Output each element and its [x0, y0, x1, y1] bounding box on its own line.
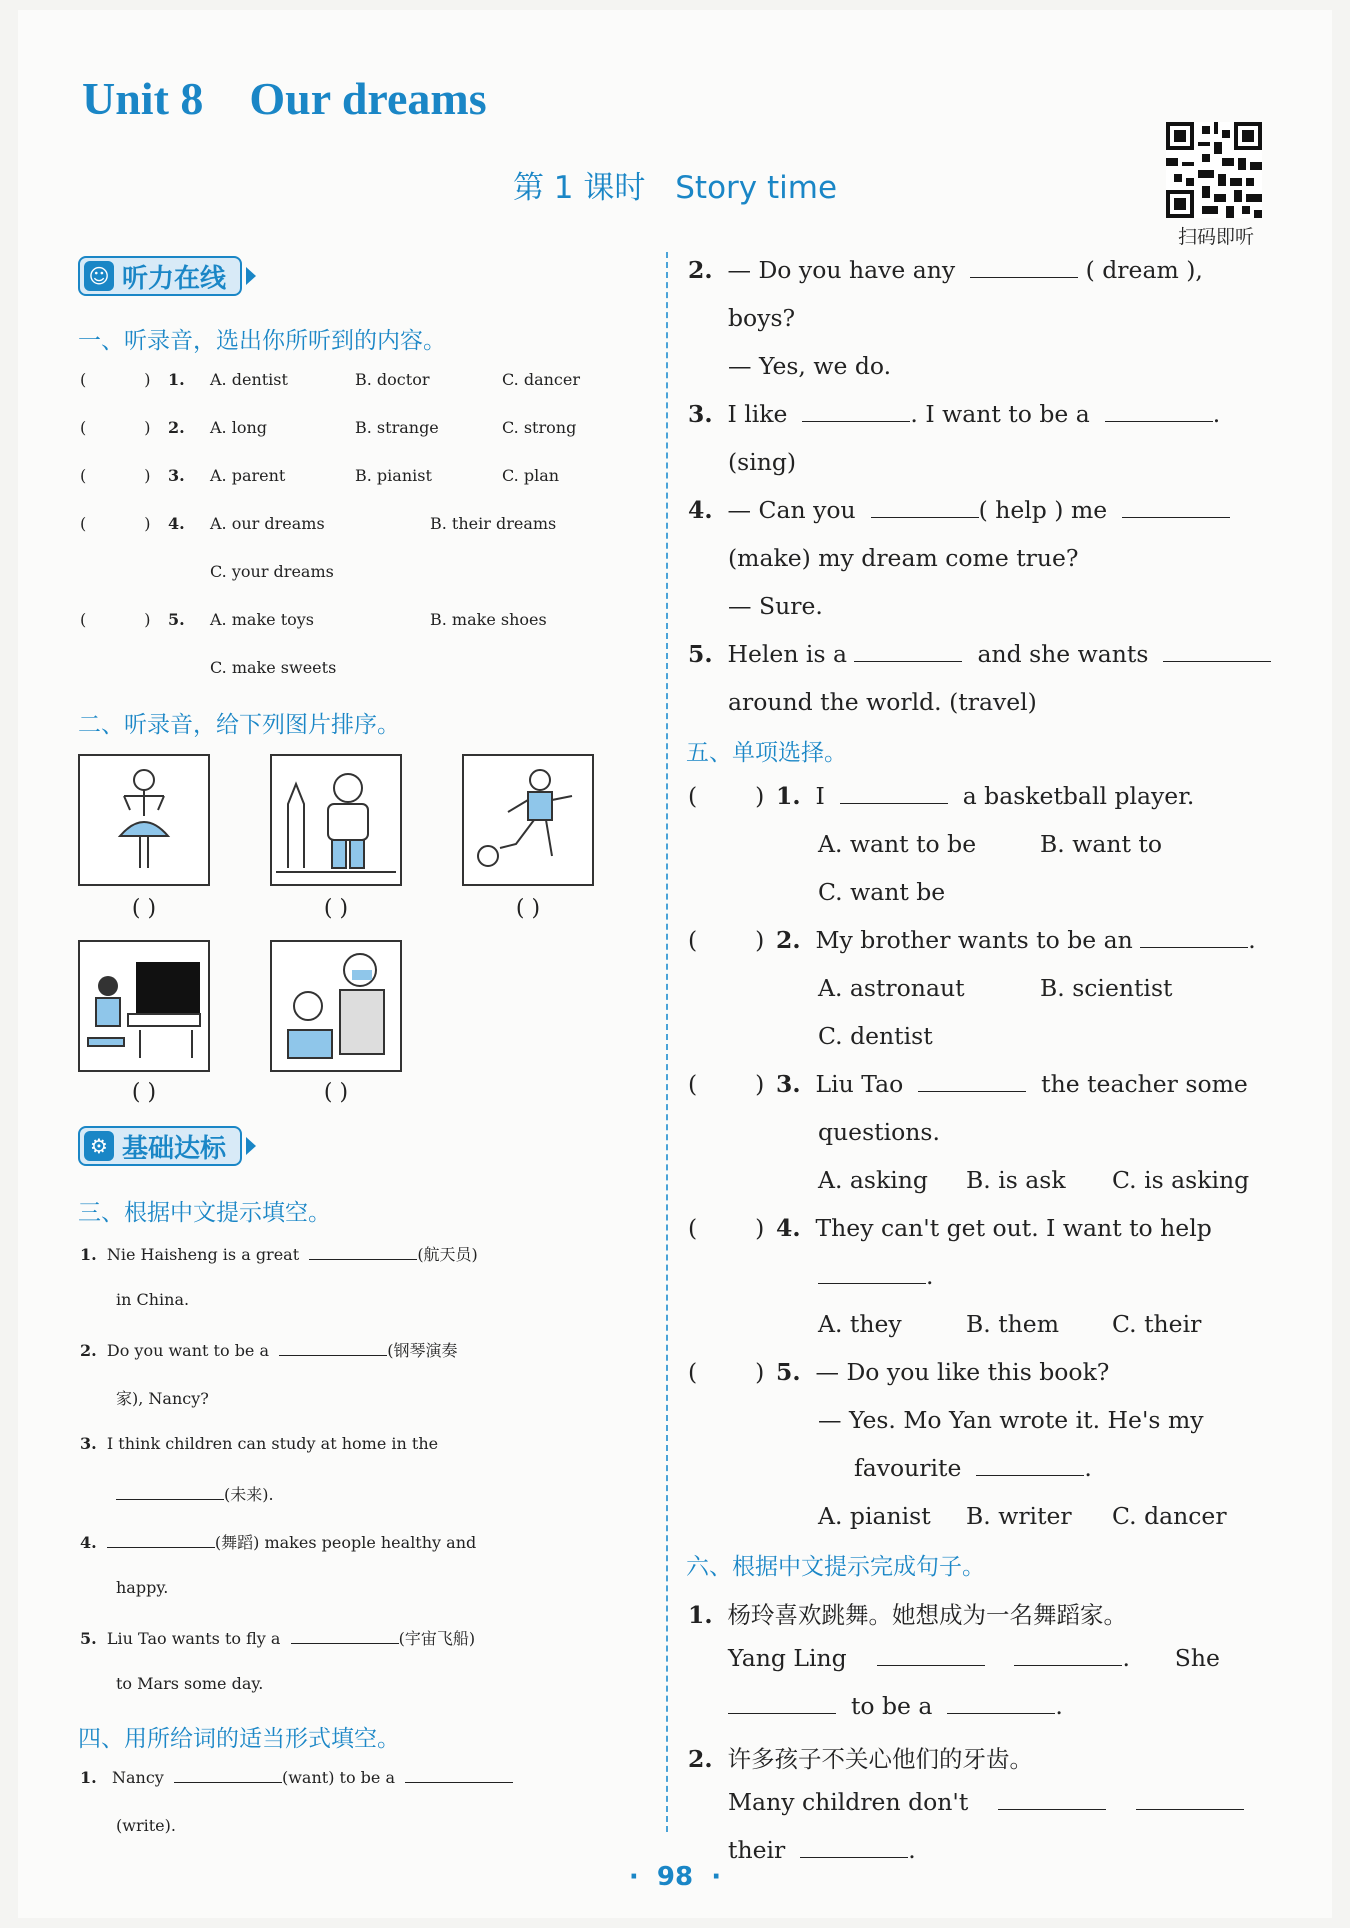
option: C. dancer: [1112, 1502, 1227, 1530]
list-item: ( ) 5.: [80, 610, 185, 629]
answer-blank[interactable]: [871, 516, 979, 518]
list-item: 1. 杨玲喜欢跳舞。她想成为一名舞蹈家。: [688, 1601, 1127, 1629]
list-item: ( ) 3.: [80, 466, 185, 485]
page-number: · 98 ·: [628, 1862, 722, 1892]
option: B. want to: [1040, 830, 1162, 858]
section-2-title: 二、听录音，给下列图片排序。: [78, 712, 400, 738]
page-number-value: 98: [656, 1862, 694, 1892]
picture-3-answer[interactable]: ( ): [515, 896, 541, 921]
line-text: around the world. (travel): [728, 688, 1037, 716]
lesson-number: 第 1 课时: [512, 170, 646, 206]
answer-blank[interactable]: [818, 1282, 926, 1284]
list-item: ( ) 3. Liu Tao the teacher some: [688, 1070, 1248, 1098]
answer-blank[interactable]: [1014, 1664, 1122, 1666]
option: B. strange: [355, 418, 439, 437]
option: A. dentist: [210, 370, 288, 389]
section-3-title: 三、根据中文提示填空。: [78, 1200, 331, 1226]
option: A. parent: [210, 466, 286, 485]
option: C. strong: [502, 418, 577, 437]
answer-blank[interactable]: [1105, 420, 1213, 422]
answer-blank[interactable]: [976, 1474, 1084, 1476]
section-6-title: 六、根据中文提示完成句子。: [686, 1554, 985, 1580]
gear-icon: ⚙: [84, 1131, 114, 1161]
list-item: 3. I like . I want to be a .: [688, 400, 1221, 428]
line-text: boys?: [728, 304, 796, 332]
option: B. make shoes: [430, 610, 547, 629]
line-text: — Yes. Mo Yan wrote it. He's my: [818, 1406, 1204, 1434]
answer-blank[interactable]: [877, 1664, 985, 1666]
listening-badge-label: 听力在线: [122, 263, 227, 294]
list-item: ( ) 1.: [80, 370, 185, 389]
answer-blank[interactable]: [1136, 1808, 1244, 1810]
headphone-user-icon: ☺: [84, 261, 114, 291]
answer-blank[interactable]: [800, 1856, 908, 1858]
list-item: 5. Helen is a and she wants: [688, 640, 1271, 668]
option: C. is asking: [1112, 1166, 1250, 1194]
line-text: their .: [728, 1836, 916, 1864]
list-item: ( ) 2.: [80, 418, 185, 437]
basics-badge-label: 基础达标: [122, 1133, 227, 1164]
picture-5-answer[interactable]: ( ): [323, 1080, 349, 1105]
answer-blank[interactable]: [1163, 660, 1271, 662]
line-text: to be a .: [728, 1692, 1063, 1720]
qr-label: 扫码即听: [1177, 226, 1254, 248]
option: C. want be: [818, 878, 946, 906]
picture-1-answer[interactable]: ( ): [131, 896, 157, 921]
list-item: 1. Nie Haisheng is a great (航天员): [80, 1245, 478, 1264]
answer-blank[interactable]: [1140, 946, 1248, 948]
list-item: 2. Do you want to be a (钢琴演奏: [80, 1341, 458, 1360]
option: A. long: [210, 418, 268, 437]
list-item: ( ) 4.: [80, 514, 185, 533]
answer-blank[interactable]: [802, 420, 910, 422]
section-4-title: 四、用所给词的适当形式填空。: [78, 1726, 400, 1752]
answer-blank[interactable]: [947, 1712, 1055, 1714]
line-text: — Sure.: [728, 592, 823, 620]
answer-blank[interactable]: [918, 1090, 1026, 1092]
line-text: favourite .: [854, 1454, 1092, 1482]
option: C. your dreams: [210, 562, 334, 581]
unit-title: Unit 8 Our dreams: [82, 73, 487, 124]
option: A. astronaut: [818, 974, 965, 1002]
answer-blank[interactable]: [840, 802, 948, 804]
line-text: (make) my dream come true?: [728, 544, 1079, 572]
option: C. their: [1112, 1310, 1202, 1338]
answer-blank[interactable]: [728, 1712, 836, 1714]
option: C. dentist: [818, 1022, 933, 1050]
list-item: 3. I think children can study at home in the: [80, 1434, 439, 1453]
option: B. writer: [966, 1502, 1072, 1530]
line-text: 家), Nancy?: [116, 1389, 209, 1408]
line-text: happy.: [116, 1578, 169, 1597]
list-item: ( ) 2. My brother wants to be an .: [688, 926, 1256, 954]
option: B. is ask: [966, 1166, 1066, 1194]
answer-blank[interactable]: [970, 276, 1078, 278]
list-item: 4. (舞蹈) makes people healthy and: [80, 1533, 477, 1552]
option: B. them: [966, 1310, 1059, 1338]
section-1-title: 一、听录音，选出你所听到的内容。: [78, 328, 446, 354]
line-text: Many children don't: [728, 1788, 1244, 1816]
line-text: — Yes, we do.: [728, 352, 892, 380]
answer-blank[interactable]: [998, 1808, 1106, 1810]
line-text: Yang Ling . She: [728, 1644, 1220, 1672]
option: C. dancer: [502, 370, 581, 389]
option: C. make sweets: [210, 658, 337, 677]
option: B. their dreams: [430, 514, 557, 533]
section-5-title: 五、单项选择。: [686, 740, 847, 766]
line-text: (write).: [116, 1816, 176, 1835]
line-text: (sing): [728, 448, 797, 476]
option: A. pianist: [818, 1502, 931, 1530]
option: B. pianist: [355, 466, 432, 485]
line-text: (未来).: [116, 1482, 274, 1505]
list-item: 4. — Can you ( help ) me: [688, 496, 1230, 524]
list-item: ( ) 1. I a basketball player.: [688, 782, 1195, 810]
list-item: ( ) 4. They can't get out. I want to help: [688, 1214, 1212, 1242]
list-item: 1. Nancy (want) to be a: [80, 1768, 513, 1787]
option: C. plan: [502, 466, 560, 485]
list-item: 2. 许多孩子不关心他们的牙齿。: [688, 1745, 1033, 1773]
option: A. asking: [818, 1166, 928, 1194]
list-item: 2. — Do you have any ( dream ),: [688, 256, 1203, 284]
option: A. they: [818, 1310, 902, 1338]
picture-4-answer[interactable]: ( ): [131, 1080, 157, 1105]
line-text: in China.: [116, 1290, 190, 1309]
option: A. our dreams: [210, 514, 325, 533]
option: A. make toys: [210, 610, 314, 629]
option: B. doctor: [355, 370, 430, 389]
line-text: to Mars some day.: [116, 1674, 264, 1693]
line-text: questions.: [818, 1118, 940, 1146]
picture-2-answer[interactable]: ( ): [323, 896, 349, 921]
list-item: ( ) 5. — Do you like this book?: [688, 1358, 1110, 1386]
answer-blank[interactable]: [854, 660, 962, 662]
option: A. want to be: [818, 830, 977, 858]
line-text: .: [818, 1262, 933, 1290]
lesson-name: Story time: [675, 170, 838, 206]
answer-blank[interactable]: [1122, 516, 1230, 518]
list-item: 5. Liu Tao wants to fly a (宇宙飞船): [80, 1629, 476, 1648]
option: B. scientist: [1040, 974, 1173, 1002]
